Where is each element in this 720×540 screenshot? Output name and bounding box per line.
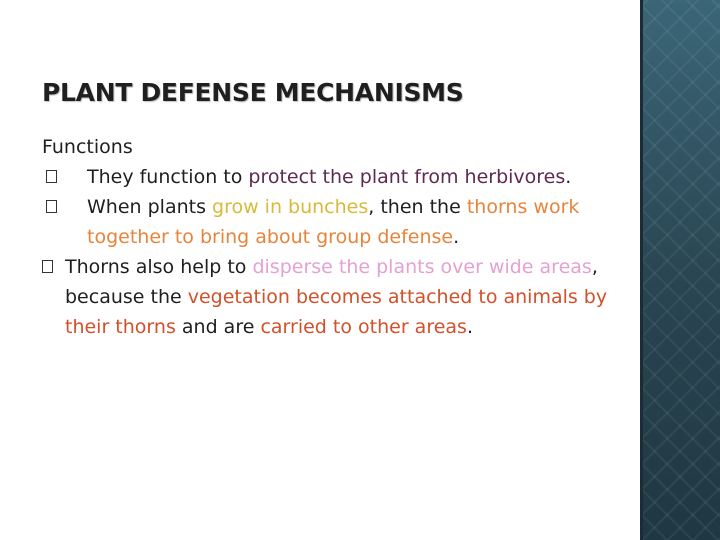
bullet-text: Thorns also help to [65,256,253,278]
decorative-side-band [640,0,720,540]
bullet-text: . [453,226,460,248]
bullet-text: When plants [87,196,213,218]
highlight-protect-herbivores: protect the plant from herbivores [248,166,566,188]
slide-title: PLANT DEFENSE MECHANISMS [42,78,464,107]
highlight-group-defense: thorns work together to bring about group defense [87,196,580,248]
square-bullet-icon [46,200,57,213]
highlight-carried-other-areas: carried to other areas [260,316,467,338]
bullet-text: They function to [87,166,249,188]
highlight-vegetation-attached: vegetation becomes attached to animals by their thorns [65,286,608,338]
bullet-text: , because the [65,256,598,308]
highlight-grow-in-bunches: grow in bunches [212,196,369,218]
side-band-edge [640,0,643,540]
square-bullet-icon [42,260,53,273]
bullet-text: . [565,166,572,188]
bullet-text: . [466,316,473,338]
bullet-item-protect [42,162,612,192]
slide-body [42,132,612,342]
functions-heading: Functions [42,136,133,158]
square-bullet-icon [46,170,57,183]
highlight-disperse-plants: disperse the plants over wide areas [252,256,592,278]
bullet-item-group-defense [42,192,612,252]
bullet-text: and are [175,316,261,338]
bullet-item-dispersal [42,252,612,342]
bullet-text: , then the [368,196,467,218]
